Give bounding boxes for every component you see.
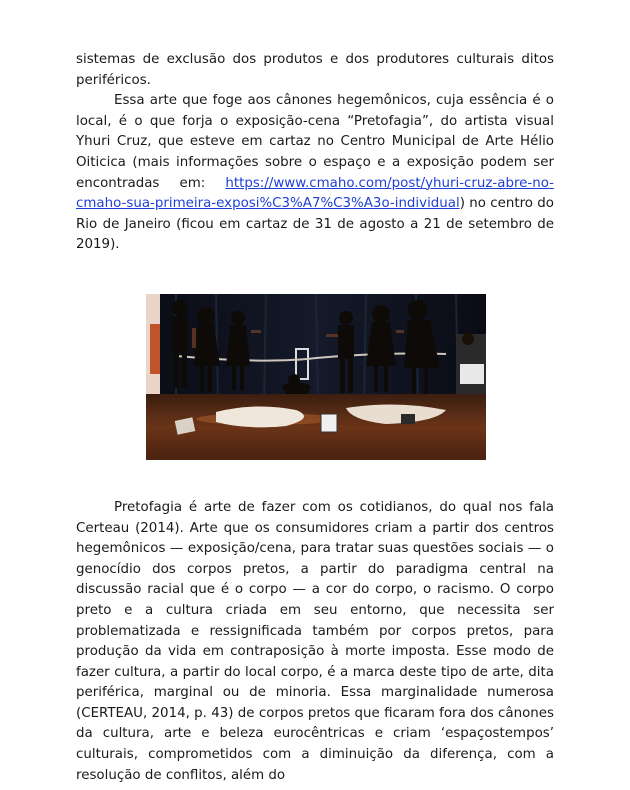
paragraph-pretofagia-analysis: Pretofagia é arte de fazer com os cotidianos, do qual nos fala Certeau (2014). Arte que os consumidores criam a partir dos centros hegemônicos — exposição/cena, para tratar suas questões sociais — o genocídio dos corpos pretos, a partir do paradigma central na discussão racial que é o corpo — a cor do corpo, o racismo. O corpo preto e a cultura criada em seu entorno, que necessita ser problematizada e ressignificada também por corpos pretos, para produção da vida em contraposição à morte imposta. Esse modo de fazer cultura, a partir do local corpo, é a marca deste tipo de arte, dita periférica, marginal ou de minoria. Essa marginalidade numerosa (CERTEAU, 2014, p. 43) de corpos pretos que ficaram fora dos cânones da cultura, arte e beleza eurocêntricas e criam ‘espaçostempos’ culturais, comprometidos com a diminuição da diferença, com a resolução de conflitos, além do [76, 499, 554, 783]
cmaho-link[interactable]: https://www.cmaho.com/post/yhuri-cruz-abre-no-cmaho-sua-primeira-exposi%C3%A7%C3%A3o-individual [76, 175, 554, 212]
lantern-object [321, 414, 337, 432]
performance-photo [146, 294, 486, 460]
paragraph-text-before-link: Essa arte que foge aos cânones hegemônicos, cuja essência é o local, é o que forja o exposição-cena “Pretofagia”, do artista visual Yhuri Cruz, que esteve em cartaz no Centro Municipal de Arte Hélio Oiticica (mais informações sobre o espaço e a exposição podem ser encontradas em: [76, 93, 554, 191]
wooden-floor [146, 394, 486, 460]
document-page [76, 50, 554, 786]
paragraph-text-after-link: ) no centro do Rio de Janeiro (ficou em cartaz de 31 de agosto a 21 de setembro de 2019). [76, 196, 554, 253]
audience-white-clothing [460, 364, 484, 384]
performance-photo-illustration [146, 294, 486, 460]
paragraph-top: sistemas de exclusão dos produtos e dos produtores culturais ditos periféricos. [76, 52, 554, 88]
audience-member-left [150, 324, 160, 374]
white-fabric-left [216, 406, 304, 427]
paragraph-pretofagia-intro [76, 91, 554, 256]
